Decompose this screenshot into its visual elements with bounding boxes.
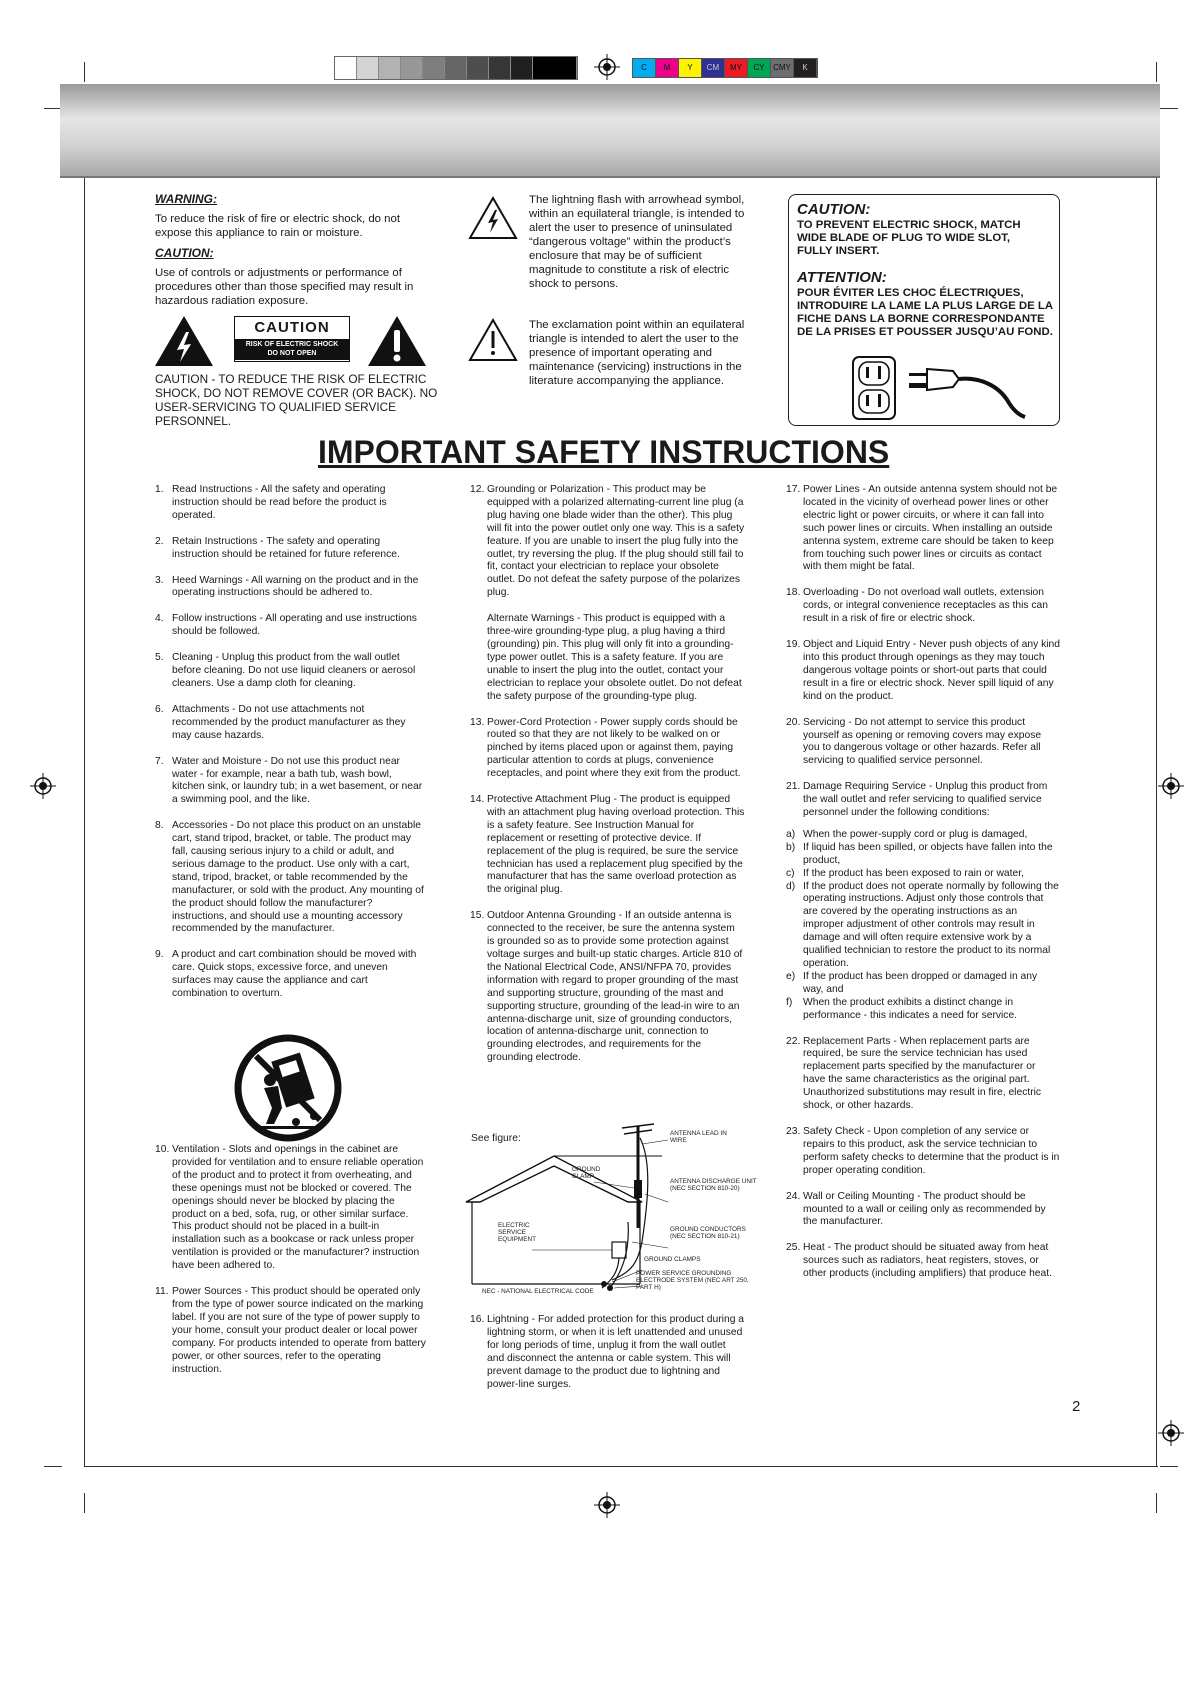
item-text: Servicing - Do not attempt to service this product yourself as opening or removing covers may expose you to dangerous voltage or other hazards. Refer all servicing to qualified service personnel. — [803, 716, 1042, 767]
header-divider — [60, 176, 1160, 178]
item-number: 16. — [470, 1314, 485, 1325]
cmyk-swatch: K — [794, 59, 817, 77]
caution-text: Use of controls or adjustments or performance of procedures other than those specified may result in hazardous radiation exposure. — [155, 267, 414, 307]
exclamation-outline-icon — [468, 318, 518, 362]
item-number: 1. — [155, 484, 164, 495]
instruction-item — [470, 613, 745, 703]
item-number: 6. — [155, 703, 164, 715]
header-band — [60, 84, 1160, 176]
lightning-outline-icon — [468, 196, 518, 240]
item-number: 23. — [786, 1125, 801, 1137]
lightning-warning-icon — [153, 314, 215, 368]
cmyk-swatch: M — [656, 59, 679, 77]
item-number: 10. — [155, 1144, 170, 1155]
item-text: If the product has been exposed to rain or water, — [803, 867, 1024, 879]
item-text: When the product exhibits a distinct change in performance - this indicates a need for service. — [803, 996, 1018, 1021]
cmyk-swatch: CY — [748, 59, 771, 77]
instruction-item — [155, 575, 425, 601]
item-number: 3. — [155, 574, 164, 586]
item-number: 19. — [786, 639, 801, 651]
see-figure-label: See figure: — [471, 1133, 521, 1144]
box-attention-heading: ATTENTION: — [797, 269, 887, 286]
item-number: 15. — [470, 910, 485, 922]
instruction-item — [155, 484, 425, 523]
item-number: 12. — [470, 484, 485, 495]
instruction-item — [786, 1126, 1060, 1178]
diagram-electric-service-label: ELECTRIC SERVICE EQUIPMENT — [498, 1222, 536, 1243]
item-text: Ventilation - Slots and openings in the cabinet are provided for ventilation and to ensure reliable operation of the product and to protect it from overheating, and these openings must not be blocked or covered. The openings should never be blocked by placing the product on a bed, sofa, rug, or other similar surface. This product should not be placed in a built-in installation such as a bookcase or rack unless proper ventilation is provided or the manufacturer? instruction have been adhered to. — [172, 1144, 424, 1272]
instruction-column-2b — [470, 1314, 745, 1404]
cmyk-swatch: CM — [702, 59, 725, 77]
registration-mark-icon — [594, 1492, 620, 1518]
instruction-item — [155, 1286, 430, 1376]
item-text: Object and Liquid Entry - Never push objects of any kind into this product through openings as they may touch dangerous voltage points or short-out parts that could result in a fire or electric shock. Never spill liquid of any kind on the product. — [803, 639, 1060, 702]
condition-item — [786, 881, 1060, 971]
grayscale-bar — [334, 56, 578, 80]
condition-item — [786, 829, 1060, 842]
box-attention-text: POUR ÉVITER LES CHOC ÉLECTRIQUES, INTRODUIRE LA LAME LA PLUS LARGE DE LA FICHE DANS LA BORNE CORRESPONDANTE DE LA PRISES ET POUSSER JUSQU’AU FOND. — [797, 287, 1053, 338]
condition-item — [786, 971, 1060, 997]
item-text: Alternate Warnings - This product is equipped with a three-wire grounding-type plug, a plug having a third (grounding) pin. This plug will only fit into a grounding-type power outlet. This is a safety feature. If you are unable to insert the plug into the outlet, contact your electrician to replace your obsolete outlet. Do not defeat the safety purpose of the grounding-type plug. — [487, 613, 742, 702]
warning-heading: WARNING: — [155, 192, 217, 206]
item-number: 4. — [155, 613, 164, 625]
item-text: Power Sources - This product should be operated only from the type of power source indicated on the marking label. If you are not sure of the type of power supply to your home, consult your product dealer or local power company. For products intended to operate from battery power, or other sources, refer to the operating instruction. — [172, 1286, 426, 1375]
item-number: 25. — [786, 1242, 801, 1254]
caution-label-title: CAUTION — [254, 319, 330, 336]
item-text: If the product has been dropped or damaged in any way, and — [803, 970, 1038, 995]
item-text: Heat - The product should be situated away from heat sources such as radiators, heat registers, stoves, or other products (including amplifiers) that produce heat. — [803, 1242, 1052, 1280]
instruction-item — [155, 756, 425, 808]
page-title: IMPORTANT SAFETY INSTRUCTIONS — [318, 434, 890, 470]
item-text: Water and Moisture - Do not use this product near water - for example, near a bath tub, wash bowl, kitchen sink, or laundry tub; in a wet basement, or near a swimming pool, and the like. — [172, 755, 423, 806]
diagram-discharge-unit-label: ANTENNA DISCHARGE UNIT (NEC SECTION 810-20) — [670, 1178, 757, 1192]
diagram-antenna-lead-label: ANTENNA LEAD IN WIRE — [670, 1130, 727, 1144]
item-number: 18. — [786, 587, 801, 599]
item-number: 13. — [470, 716, 485, 728]
registration-mark-icon — [30, 773, 56, 799]
item-number: 22. — [786, 1035, 801, 1047]
damage-conditions-list — [786, 829, 1060, 1023]
item-text: Power Lines - An outside antenna system should not be located in the vicinity of overhead power lines or other electric light or power circuits, or where it can fall into such power lines or circuits. When installing an outside antenna system, extreme care should be taken to keep from touching such power lines or circuits as contact with them might be fatal. — [803, 484, 1058, 573]
cart-tip-over-icon — [234, 1034, 342, 1142]
item-number: b) — [786, 841, 796, 853]
item-text: Read Instructions - All the safety and operating instruction should be read before the product is operated. — [172, 484, 387, 521]
instruction-item — [786, 484, 1060, 574]
instruction-column-3 — [786, 484, 1060, 1294]
instruction-item — [786, 639, 1060, 704]
diagram-nec-label: NEC - NATIONAL ELECTRICAL CODE — [482, 1288, 594, 1295]
item-text: Safety Check - Upon completion of any service or repairs to this product, ask the service technician to perform safety checks to determine that the product is in proper operating condition. — [803, 1125, 1060, 1176]
plug-caution-box — [788, 194, 1060, 426]
instruction-item — [155, 613, 425, 639]
item-text: Heed Warnings - All warning on the product and in the operating instructions should be adhered to. — [172, 574, 419, 599]
diagram-ground-conductors-label: GROUND CONDUCTORS (NEC SECTION 810-21) — [670, 1226, 746, 1240]
caution-heading: CAUTION: — [155, 246, 214, 260]
item-number: 5. — [155, 652, 164, 664]
instruction-item — [470, 717, 745, 782]
exclamation-warning-icon — [366, 314, 428, 368]
cmyk-swatch: CMY — [771, 59, 794, 77]
item-text: Cleaning - Unplug this product from the wall outlet before cleaning. Do not use liquid cleaners or aerosol cleaners. Use a damp cloth for cleaning. — [172, 652, 416, 689]
exclamation-text: The exclamation point within an equilateral triangle is intended to alert the user to the presence of important operating and maintenance (servicing) instructions in the literature accompanying the appliance. — [529, 319, 745, 387]
page-number: 2 — [1072, 1398, 1081, 1415]
instruction-item — [155, 536, 425, 562]
instruction-item — [155, 652, 425, 691]
item-number: 7. — [155, 755, 164, 767]
instruction-item — [470, 1314, 745, 1391]
condition-item — [786, 868, 1060, 881]
outlet-and-plug-icon — [849, 355, 1029, 421]
item-number: 11. — [155, 1286, 169, 1298]
instruction-item — [155, 820, 425, 936]
diagram-ground-clamps-label: GROUND CLAMPS — [644, 1256, 701, 1263]
instruction-item — [470, 910, 745, 1065]
box-caution-heading: CAUTION: — [797, 201, 871, 218]
item-text: Retain Instructions - The safety and operating instruction should be retained for future reference. — [172, 535, 400, 560]
item-text: When the power-supply cord or plug is damaged, — [803, 828, 1028, 840]
caution-cover-text: CAUTION - TO REDUCE THE RISK OF ELECTRIC SHOCK, DO NOT REMOVE COVER (OR BACK). NO USER-SERVICING TO QUALIFIED SERVICE PERSONNEL. — [155, 372, 438, 428]
lightning-text: The lightning flash with arrowhead symbol, within an equilateral triangle, is intended to alert the user to presence of uninsulated “dangerous voltage” within the product’s enclosure that may be of sufficient magnitude to constitute a risk of electric shock to persons. — [529, 194, 745, 290]
item-text: Wall or Ceiling Mounting - The product should be mounted to a wall or ceiling only as recommended by the manufacturer. — [803, 1190, 1046, 1228]
instruction-item — [155, 1144, 430, 1273]
item-number: 17. — [786, 484, 801, 495]
registration-mark-icon — [1158, 1420, 1184, 1446]
cmyk-swatch: MY — [725, 59, 748, 77]
cmyk-color-bar — [632, 58, 818, 78]
instruction-column-1b — [155, 1144, 430, 1389]
cmyk-swatch: Y — [679, 59, 702, 77]
warning-text: To reduce the risk of fire or electric shock, do not expose this appliance to rain or moisture. — [155, 213, 401, 239]
caution-label-line-2: DO NOT OPEN — [267, 349, 317, 357]
item-text: Lightning - For added protection for this product during a lightning storm, or when it is left unattended and unused for long periods of time, unplug it from the wall outlet and disconnect the antenna or cable system. This will prevent damage to the product due to lightning and power-line surges. — [487, 1314, 745, 1390]
registration-mark-icon — [1158, 773, 1184, 799]
registration-mark-icon — [594, 54, 620, 80]
item-number: c) — [786, 867, 795, 879]
item-text: Protective Attachment Plug - The product is equipped with an attachment plug having overload protection. This is a safety feature. See Instruction Manual for replacement or resetting of protective device. If replacement of the plug is required, be sure the service technician has used a replacement plug specified by the manufacturer that has the same overload protection as the original plug. — [487, 794, 745, 896]
caution-label — [234, 316, 350, 362]
instruction-column-2 — [470, 484, 745, 1078]
instruction-item — [786, 717, 1060, 769]
instruction-item — [786, 1191, 1060, 1230]
instruction-item — [470, 484, 745, 600]
item-text: A product and cart combination should be moved with care. Quick stops, excessive force, and uneven surfaces may cause the appliance and cart combination to overturn. — [172, 949, 417, 1000]
item-number: 14. — [470, 794, 485, 806]
item-number: 9. — [155, 949, 164, 961]
diagram-power-service-label: POWER SERVICE GROUNDING ELECTRODE SYSTEM (NEC ART 250, PART H) — [636, 1270, 749, 1291]
instruction-item — [786, 587, 1060, 626]
cmyk-swatch: C — [633, 59, 656, 77]
item-text: Follow instructions - All operating and use instructions should be followed. — [172, 613, 417, 638]
item-number: d) — [786, 880, 796, 892]
instruction-column-1 — [155, 484, 425, 1014]
item-text: Attachments - Do not use attachments not recommended by the product manufacturer as they may cause hazards. — [172, 703, 406, 741]
item-text: Replacement Parts - When replacement parts are required, be sure the service technician has used replacement parts specified by the manufacturer or have the same characteristics as the original part. Unauthorized substitutions may result in fire, electric shock, or other hazards. — [803, 1035, 1042, 1112]
item-number: a) — [786, 828, 796, 840]
item-number: 24. — [786, 1190, 801, 1202]
diagram-ground-clamp-label: GROUND CLAMP — [572, 1166, 601, 1180]
box-caution-text: TO PREVENT ELECTRIC SHOCK, MATCH WIDE BLADE OF PLUG TO WIDE SLOT, FULLY INSERT. — [797, 219, 1021, 257]
item-number: f) — [786, 996, 793, 1008]
condition-item — [786, 997, 1060, 1023]
item-number: e) — [786, 970, 796, 982]
instruction-item — [155, 949, 425, 1001]
item-text: Overloading - Do not overload wall outlets, extension cords, or integral convenience receptacles as this can result in a risk of fire or electric shock. — [803, 587, 1048, 625]
instruction-item — [786, 1036, 1060, 1113]
item-text: Grounding or Polarization - This product may be equipped with a polarized alternating-current line plug (a plug having one blade wider than the other). This plug will fit into the power outlet only one way. This is a safety feature. If you are unable to insert the plug fully into the outlet, try reversing the plug. If the plug should still fail to fit, contact your electrician to replace your obsolete outlet. Do not defeat the safety purpose of the polarizes plug. — [487, 484, 745, 599]
item-text: Power-Cord Protection - Power supply cords should be routed so that they are not likely to be walked on or pinched by items placed upon or against them, paying particular attention to cords at plugs, convenience receptacles, and point where they exit from the product. — [487, 716, 741, 780]
item-number: 21. — [786, 781, 801, 793]
item-text: Accessories - Do not place this product on an unstable cart, stand tripod, bracket, or table. The product may fall, causing serious injury to a child or adult, and serious damage to the product. Use only with a cart, stand, tripod, bracket, or table recommended by the manufacturer, or sold with the product. Any mounting of the product should follow the manufacturer? instructions, and should use a mounting accessory recommended by the manufacturer. — [172, 820, 424, 935]
caution-label-line-1: RISK OF ELECTRIC SHOCK — [245, 341, 339, 348]
item-number: 20. — [786, 716, 801, 728]
item-number: 8. — [155, 820, 164, 832]
item-text: If liquid has been spilled, or objects have fallen into the product, — [803, 841, 1053, 866]
instruction-column-3b — [786, 1036, 1060, 1282]
condition-item — [786, 842, 1060, 868]
item-text: Outdoor Antenna Grounding - If an outside antenna is connected to the receiver, be sure the antenna system is grounded so as to provide some protection against voltage surges and built-up static charges. Article 810 of the National Electrical Code, ANSI/NFPA 70, provides information with regard to proper grounding of the mast and supporting structure, grounding of the mast and supporting structure, grounding of the lead-in wire to an antenna-discharge unit, size of grounding conductors, location of antenna-discharge unit, connection to grounding electrodes, and requirements for the grounding electrode. — [487, 910, 743, 1064]
instruction-item — [786, 1242, 1060, 1281]
instruction-item — [786, 781, 1060, 820]
item-text: If the product does not operate normally by following the operating instructions. Adjust only those controls that are covered by the operating instructions as an improper adjustment of other controls may result in damage and will often require extensive work by a qualified technician to restore the product to its normal operation. — [803, 880, 1059, 969]
instruction-item — [155, 704, 425, 743]
item-number: 2. — [155, 535, 164, 547]
instruction-item — [470, 794, 745, 897]
item-text: Damage Requiring Service - Unplug this product from the wall outlet and refer servicing to qualified service personnel under the following conditions: — [803, 781, 1048, 819]
